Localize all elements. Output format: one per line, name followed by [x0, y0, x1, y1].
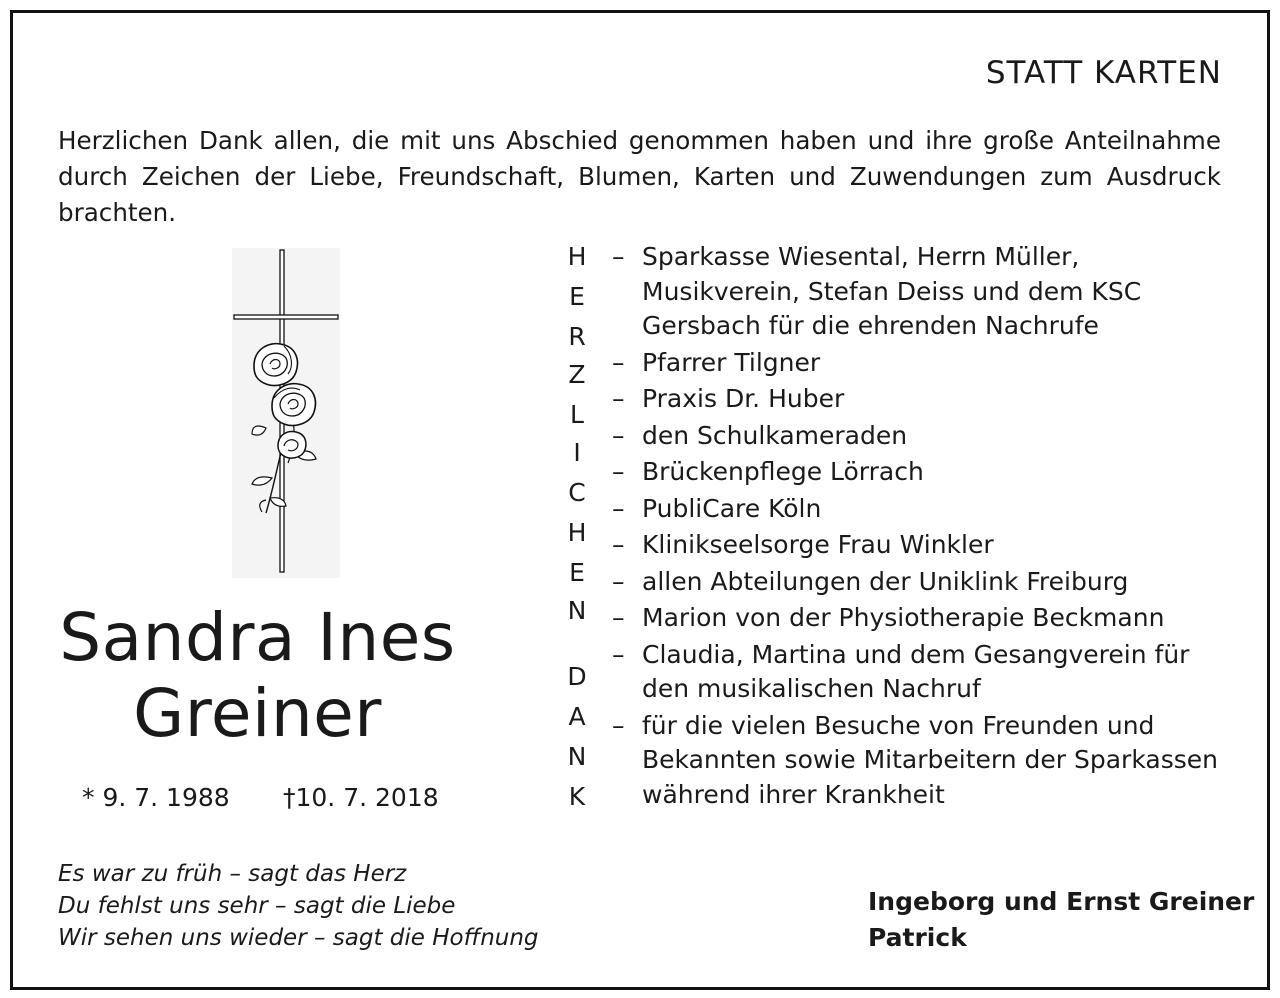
signature-line: Ingeborg und Ernst Greiner: [868, 887, 1255, 916]
dash: –: [612, 710, 625, 740]
dash: –: [612, 420, 625, 450]
deceased-name: [30, 600, 485, 752]
thanks-list: [612, 240, 1232, 814]
vertical-letter: N: [567, 742, 587, 771]
dash: –: [612, 493, 625, 523]
list-item: – Brückenpflege Lörrach: [612, 455, 1232, 490]
list-item: – PubliCare Köln: [612, 492, 1232, 527]
verse: [58, 858, 539, 954]
header-title: STATT KARTEN: [985, 55, 1222, 91]
signature: [868, 884, 1254, 956]
birth-date: * 9. 7. 1988: [82, 783, 230, 812]
list-item: – Sparkasse Wiesental, Herrn Müller, Musikverein, Stefan Deiss und dem KSC Gersbach für die ehrenden Nachrufe: [612, 240, 1232, 344]
list-item: – für die vielen Besuche von Freunden und Bekannten sowie Mitarbeitern der Sparkassen während ihrer Krankheit: [612, 709, 1232, 813]
dash: –: [612, 242, 625, 271]
dash: –: [612, 347, 625, 377]
cross-icon: [232, 248, 340, 578]
list-item: – Claudia, Martina und dem Gesangverein für den musikalischen Nachruf: [612, 638, 1232, 707]
dash: –: [612, 639, 625, 669]
death-date: †10. 7. 2018: [283, 783, 439, 812]
dash: –: [612, 530, 625, 559]
dash: –: [612, 384, 625, 413]
vertical-letter: E: [569, 282, 585, 311]
verse-line: Wir sehen uns wieder – sagt die Hoffnung: [58, 925, 539, 951]
deceased-last-name: Greiner: [133, 675, 382, 752]
list-item: – Marion von der Physiotherapie Beckmann: [612, 601, 1232, 636]
intro-text: Herzlichen Dank allen, die mit uns Abschied genommen haben und ihre große Anteilnahme durch Zeichen der Liebe, Freundschaft, Blumen, Karten und Zuwendungen zum Ausdruck brachten.: [58, 126, 1221, 227]
signature-line: Patrick: [868, 923, 967, 952]
verse-line: Du fehlst uns sehr – sagt die Liebe: [58, 893, 456, 919]
vertical-letter: A: [568, 702, 586, 731]
list-item: – Pfarrer Tilgner: [612, 346, 1232, 381]
list-item: – allen Abteilungen der Uniklink Freiburg: [612, 565, 1232, 600]
vertical-letter: K: [568, 782, 586, 811]
vertical-letter: D: [567, 662, 587, 691]
verse-line: Es war zu früh – sagt das Herz: [58, 861, 407, 887]
vertical-letter: E: [569, 558, 585, 587]
vertical-letter: N: [567, 596, 587, 625]
list-item: – den Schulkameraden: [612, 419, 1232, 454]
list-item: – Praxis Dr. Huber: [612, 382, 1232, 417]
vertical-letter: C: [568, 478, 586, 507]
vertical-letter: H: [567, 518, 587, 547]
vertical-letter: L: [570, 400, 584, 429]
deceased-first-names: Sandra Ines: [59, 599, 456, 676]
dash: –: [612, 457, 625, 486]
vertical-letter: Z: [568, 360, 586, 389]
vertical-letter: I: [573, 438, 581, 467]
vertical-letter: R: [568, 322, 586, 351]
dash: –: [612, 603, 625, 632]
cross-with-roses-image: [232, 248, 340, 578]
list-item: – Klinikseelsorge Frau Winkler: [612, 528, 1232, 563]
vertical-letter: H: [567, 242, 587, 271]
dash: –: [612, 566, 625, 596]
